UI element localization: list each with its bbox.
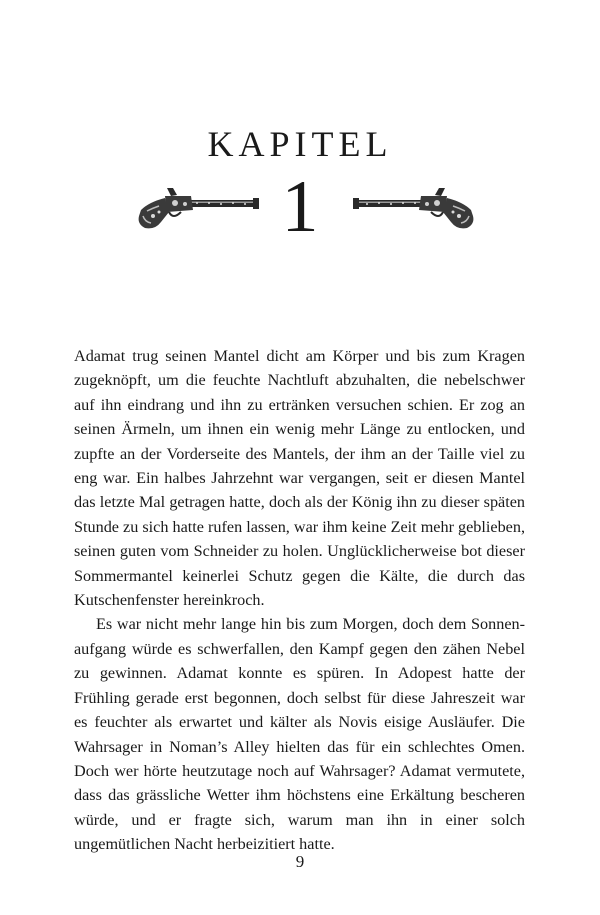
chapter-body — [74, 344, 525, 857]
paragraph: Adamat trug seinen Mantel dicht am Körper und bis zum Kragen zugeknöpft, um die feuchte Nachtluft abzuhalten, die nebelschwer auf ihn eindrang und ihn zu ertränken versuchen schien. Er zog an seinen Ärmeln, um ihnen ein wenig mehr Länge zu entlocken, und zupfte an der Vorderseite des Mantels, der ihm an der Taille viel zu eng war. Ein halbes Jahrzehnt war vergangen, seit er diesen Mantel das letzte Mal getragen hatte, doch als der König ihn zu dieser späten Stunde zu sich hatte rufen lassen, war ihm keine Zeit mehr geblieben, seinen guten vom Schneider zu holen. Unglücklicherweise bot dieser Sommermantel keinerlei Schutz gegen die Kälte, die durch das Kutschenfenster hereinkroch. — [74, 347, 525, 610]
page-number: 9 — [295, 852, 305, 871]
chapter-number: 1 — [281, 166, 319, 248]
flintlock-pistol-icon — [351, 186, 477, 232]
paragraph: Es war nicht mehr lange hin bis zum Morgen, doch dem Sonnenaufgang würde es schwerfallen, den Kampf gegen den zähen Nebel zu gewinnen. Adamat konnte es spüren. In Adopest hatte der Frühling gerade erst begonnen, doch selbst für diese Jahreszeit war es feuchter als erwartet und kälter als Novis eisige Ausläufer. Die Wahrsager in Noman’s Alley hielten das für ein schlechtes Omen. Doch wer hörte heutzutage noch auf Wahrsager? Adamat vermutete, dass das grässliche Wetter ihm höchstens eine Erkältung bescheren würde, und er fragte sich, warum man ihn in einer solch ungemütlichen Nacht herbeizitiert hatte. — [74, 615, 525, 854]
chapter-title: KAPITEL — [207, 124, 393, 164]
